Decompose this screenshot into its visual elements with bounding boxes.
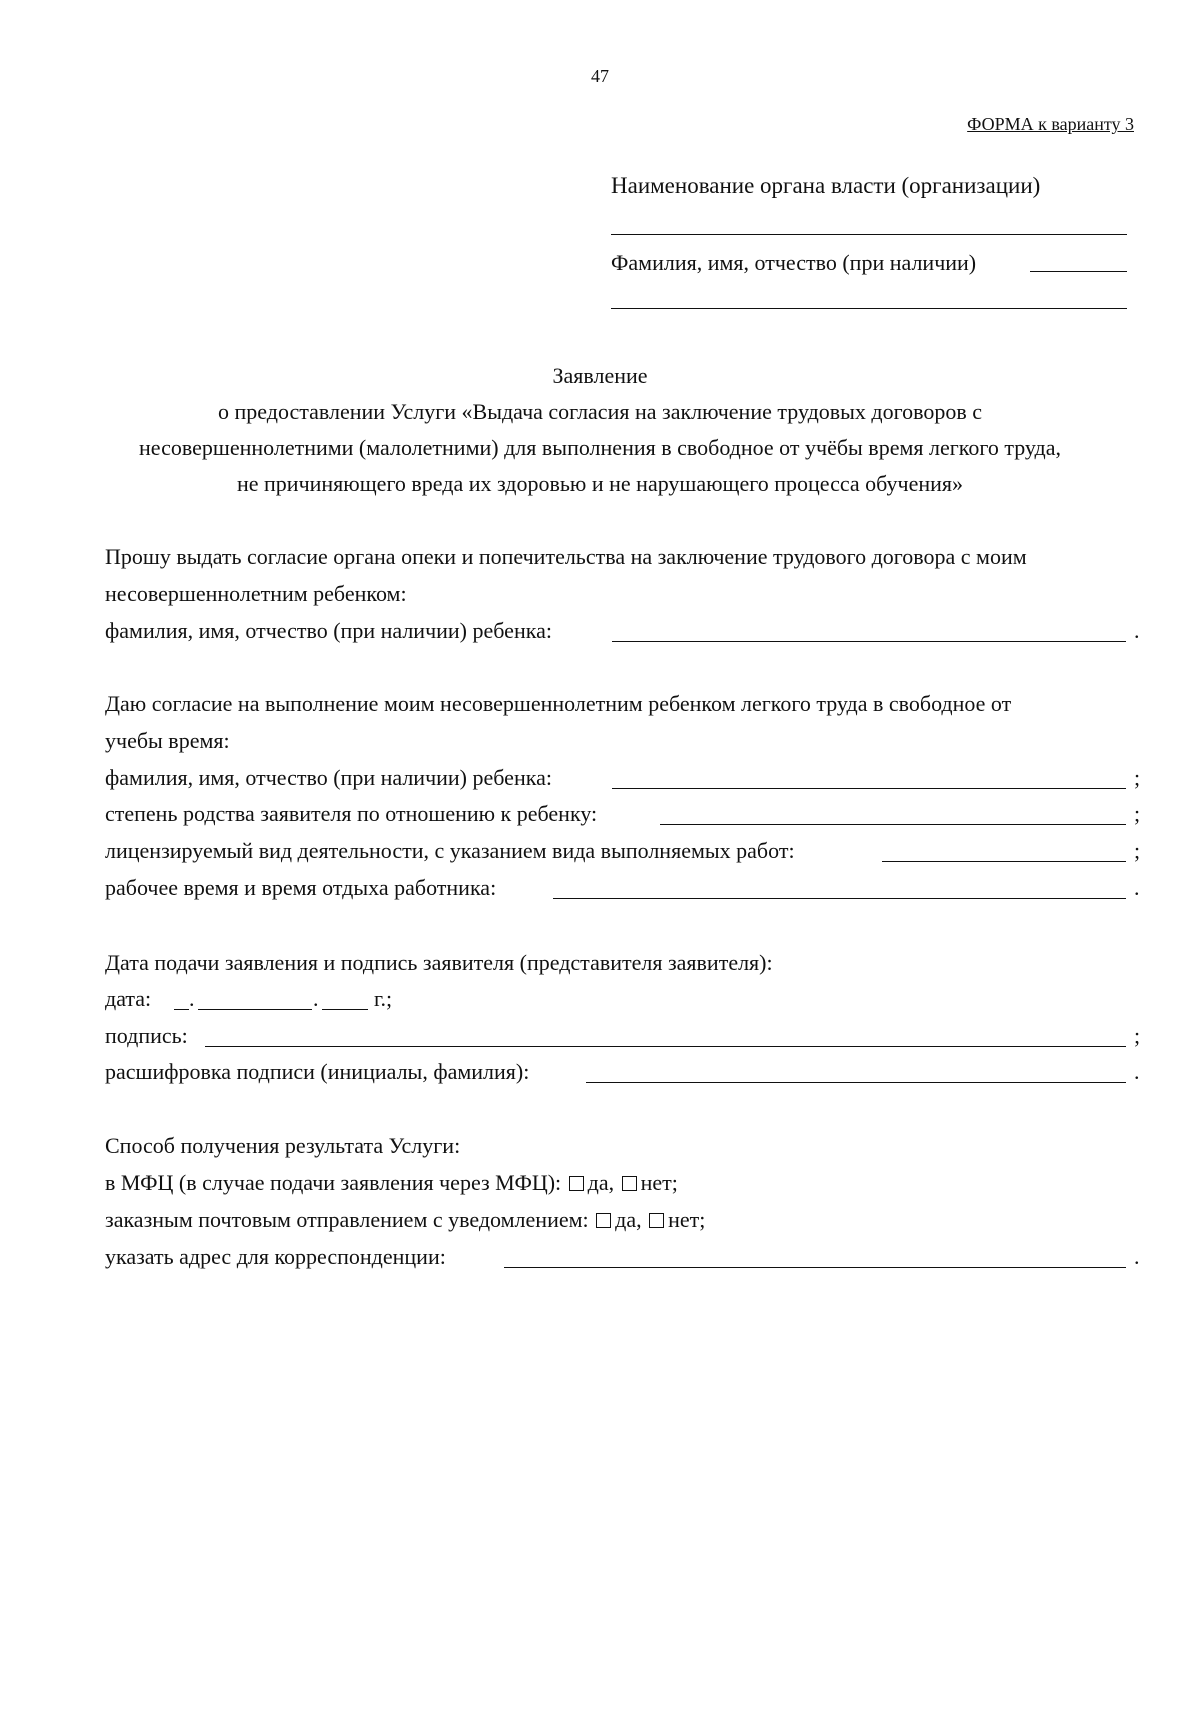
semi-punct: ;	[1134, 765, 1141, 790]
child-fio-label-1: фамилия, имя, отчество (при наличии) ребенка:	[105, 618, 552, 643]
semi-punct: ;	[1134, 838, 1141, 863]
title-line-4: не причиняющего вреда их здоровью и не нарушающего процесса обучения»	[236, 471, 964, 496]
relation-field[interactable]	[660, 824, 1126, 825]
end-punct: .	[1134, 875, 1140, 900]
relation-label: степень родства заявителя по отношению к ребенку:	[105, 801, 598, 826]
semi-punct: ;	[1134, 1023, 1141, 1048]
mail-label: заказным почтовым отправлением с уведомлением:	[105, 1207, 589, 1232]
date-label: дата:	[105, 986, 152, 1011]
date-year-field[interactable]	[322, 1009, 368, 1010]
worktime-label: рабочее время и время отдыха работника:	[105, 875, 497, 900]
activity-label: лицензируемый вид деятельности, с указанием вида выполняемых работ:	[105, 838, 795, 863]
date-day-field[interactable]	[174, 1009, 189, 1010]
end-punct: .	[1134, 618, 1140, 643]
mail-option-row	[105, 1206, 705, 1234]
authority-label: Наименование органа власти (организации)	[611, 173, 1041, 198]
date-separator: .	[313, 986, 319, 1011]
end-punct: .	[1134, 1244, 1140, 1269]
mail-no-checkbox[interactable]	[649, 1213, 664, 1228]
authority-field[interactable]	[611, 234, 1127, 235]
title-line-3: несовершеннолетними (малолетними) для выполнения в свободное от учёбы время легкого труда,	[139, 435, 1061, 460]
child-fio-label-2: фамилия, имя, отчество (при наличии) ребенка:	[105, 765, 552, 790]
end-punct: .	[1134, 1059, 1140, 1084]
signature-decode-label: расшифровка подписи (инициалы, фамилия):	[105, 1059, 530, 1084]
signature-label: подпись:	[105, 1023, 188, 1048]
mfc-no-checkbox[interactable]	[622, 1176, 637, 1191]
mail-yes-checkbox[interactable]	[596, 1213, 611, 1228]
title-line-2: о предоставлении Услуги «Выдача согласия на заключение трудовых договоров с	[218, 399, 982, 424]
no-label: нет;	[668, 1207, 706, 1232]
document-title: Заявление	[552, 363, 648, 388]
form-reference: ФОРМА к варианту 3	[967, 114, 1134, 134]
activity-field[interactable]	[882, 861, 1126, 862]
fio-label: Фамилия, имя, отчество (при наличии)	[611, 250, 977, 275]
semi-punct: ;	[1134, 801, 1141, 826]
address-field[interactable]	[504, 1267, 1126, 1268]
request-text-line-2: несовершеннолетним ребенком:	[105, 581, 407, 606]
mfc-yes-checkbox[interactable]	[569, 1176, 584, 1191]
signature-decode-field[interactable]	[586, 1082, 1126, 1083]
fio-field[interactable]	[611, 308, 1127, 309]
consent-text-line-2: учебы время:	[105, 728, 230, 753]
date-separator: .	[189, 986, 195, 1011]
worktime-field[interactable]	[553, 898, 1126, 899]
yes-label: да,	[615, 1207, 642, 1232]
child-fio-field-1[interactable]	[612, 641, 1126, 642]
consent-text-line-1: Даю согласие на выполнение моим несовершеннолетним ребенком легкого труда в свободное от	[105, 691, 1012, 716]
date-signature-heading: Дата подачи заявления и подпись заявителя (представителя заявителя):	[105, 950, 773, 975]
mfc-label: в МФЦ (в случае подачи заявления через МФЦ):	[105, 1170, 562, 1195]
year-suffix: г.;	[374, 986, 393, 1011]
child-fio-field-2[interactable]	[612, 788, 1126, 789]
yes-label: да,	[587, 1170, 615, 1195]
date-month-field[interactable]	[198, 1009, 312, 1010]
signature-field[interactable]	[205, 1046, 1126, 1047]
no-label: нет;	[640, 1170, 678, 1195]
fio-field-inline[interactable]	[1030, 271, 1127, 272]
request-text-line-1: Прошу выдать согласие органа опеки и попечительства на заключение трудового договора с моим	[105, 544, 1027, 569]
address-label: указать адрес для корреспонденции:	[105, 1244, 446, 1269]
mfc-option-row	[105, 1169, 678, 1197]
result-method-heading: Способ получения результата Услуги:	[105, 1133, 461, 1158]
page-number: 47	[591, 66, 609, 86]
